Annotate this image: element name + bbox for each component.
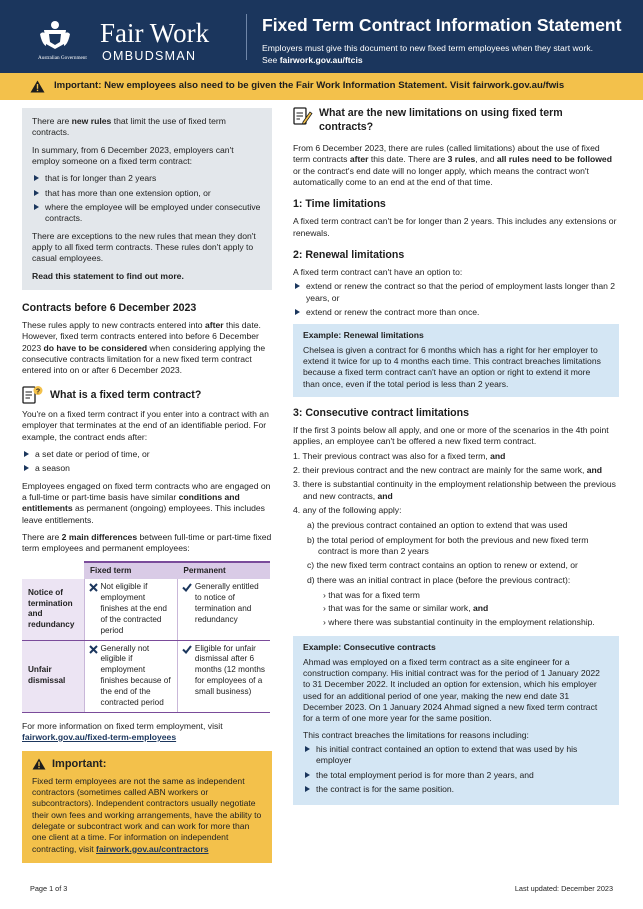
list-item: a season xyxy=(22,463,272,474)
what-p2-c: as permanent (ongoing) employees. This includes leave entitlements. xyxy=(22,503,265,525)
what-p1: You're on a fixed term contract if you enter into a contract with an employer that terminates at the end of an identifiable period. For example, the contract ends after: xyxy=(22,408,269,442)
gt-marker: › xyxy=(323,603,326,614)
gt-marker: › xyxy=(323,616,326,627)
important-body: Fixed term employees are not the same as independent contractors (sometimes called ABN workers or subcontractors). Independent contractors usually negotiate their own fees and working arrangements, have the ability to delegate or subcontract work and can work for more than one client at a time. For information on independent contracting, visit xyxy=(32,775,262,854)
consec-example-heading: Example: Consecutive contracts xyxy=(303,642,436,653)
before-t1: These rules apply to new contracts entered into xyxy=(22,320,205,331)
table-row xyxy=(22,579,270,640)
time-heading: 1: Time limitations xyxy=(293,198,386,211)
consec-intro: If the first 3 points below all apply, and one or more of the scenarios in the 4th point applies, an employee can't be offered a new fixed term contract. xyxy=(293,425,609,447)
what-heading: What is a fixed term contract? xyxy=(50,388,202,401)
list-item xyxy=(293,451,619,462)
item-text: that was for the same or similar work, xyxy=(328,603,473,614)
list-item: a set date or period of time, or xyxy=(22,449,272,460)
contractors-link[interactable]: fairwork.gov.au/contractors xyxy=(96,843,209,854)
before-t3: this date. However, fixed term contracts entered into before 6 December 2023 xyxy=(22,320,261,353)
what-heading-row xyxy=(22,385,272,405)
header xyxy=(0,0,643,73)
item-text: the total period of employment for both the previous and new fixed term contract is more than 2 years xyxy=(317,534,589,557)
check-icon xyxy=(182,583,192,592)
list-item: extend or renew the contract more than once. xyxy=(293,307,619,318)
important-box xyxy=(22,751,272,863)
last-updated: Last updated: December 2023 xyxy=(514,884,613,893)
fair-work-logo[interactable] xyxy=(38,18,238,64)
list-item xyxy=(307,560,619,571)
header-divider xyxy=(246,14,247,60)
doc-subtitle xyxy=(262,42,632,66)
fixed-cell-text: Not eligible if employment finishes at the end of the contracted period xyxy=(100,582,167,635)
renewal-heading: 2: Renewal limitations xyxy=(293,248,405,261)
renewal-example-text: Chelsea is given a contract for 6 months which has a right for her employer to extend it twice for up to 4 months each time. This contract breaches limitations because a fixed term contract can't have an option or right to extend it more than once, even if the total period is less than 2 years. xyxy=(303,344,601,389)
item-letter: b) xyxy=(307,534,315,545)
limits-t6: all rules need to be followed xyxy=(496,154,612,165)
important-banner xyxy=(0,73,643,100)
list-item: that has more than one extension option, or xyxy=(32,188,262,199)
check-icon xyxy=(182,645,192,654)
fixed-cell xyxy=(84,640,177,712)
what-p3-c: between full-time or part-time fixed term employees and permanent employees: xyxy=(22,531,272,554)
list-item: the contract is for the same position. xyxy=(303,784,609,795)
item-bold: and xyxy=(586,465,603,476)
cross-icon xyxy=(89,645,98,654)
list-item xyxy=(307,575,619,586)
gov-label: Australian Government xyxy=(38,55,87,61)
doc-title: Fixed Term Contract Information Statement xyxy=(262,15,622,35)
summary-intro-a: There are xyxy=(32,116,72,126)
doc-sub-text: Employers must give this document to new fixed term employees when they start work. xyxy=(262,43,593,53)
perm-cell xyxy=(177,640,270,712)
warning-icon xyxy=(30,80,45,93)
renewal-example-box xyxy=(293,324,619,397)
item-num: 4. xyxy=(293,505,301,516)
list-item: the total employment period is for more than 2 years, and xyxy=(303,770,609,781)
what-p2-a: Employees engaged on fixed term contracts who are engaged on a full-time or part-time basis have similar xyxy=(22,480,271,502)
left-column xyxy=(22,108,272,863)
fixed-term-link[interactable]: fairwork.gov.au/fixed-term-employees xyxy=(22,731,177,742)
important-heading: Important: xyxy=(52,758,107,771)
item-text: that was for a fixed term xyxy=(328,590,420,601)
time-text: A fixed term contract can't be for longer than 2 years. This includes any extensions or renewals. xyxy=(293,216,617,238)
table-row xyxy=(22,640,270,712)
consec-example-p2: This contract breaches the limitations for reasons including: xyxy=(303,729,529,740)
what-p3 xyxy=(22,532,272,555)
comparison-table xyxy=(22,561,270,713)
limits-heading: What are the new limitations on using fixed term contracts? xyxy=(318,107,563,133)
consec-list xyxy=(293,451,619,517)
ftcis-link[interactable]: fairwork.gov.au/ftcis xyxy=(279,55,363,66)
summary-intro-bold: new rules xyxy=(71,116,112,126)
item-text: there was an initial contract in place (before the previous contract): xyxy=(317,574,571,585)
list-item xyxy=(293,479,619,502)
renewal-list xyxy=(293,281,619,318)
consec-example-list xyxy=(303,744,609,795)
what-list xyxy=(22,449,272,475)
consec-subsublist xyxy=(323,590,619,628)
item-bold: and xyxy=(377,490,393,501)
list-item: his initial contract contained an option to extend that was used by his employer xyxy=(303,744,609,767)
doc-sub-see: See xyxy=(262,55,280,66)
banner-text[interactable]: Important: New employees also need to be given the Fair Work Information Statement. Visit fairwork.gov.au/fwis xyxy=(54,80,565,92)
row-label: Notice of termination and redundancy xyxy=(22,579,84,640)
list-item xyxy=(323,603,619,614)
right-column xyxy=(293,106,619,813)
consec-example-box xyxy=(293,636,619,805)
limits-t1: From 6 December 2023, there are rules (called limitations) about the use of fixed term contracts xyxy=(293,142,600,165)
important-heading-row xyxy=(32,757,262,772)
perm-cell-text: Generally entitled to notice of termination and redundancy xyxy=(194,582,259,624)
item-text: there is substantial continuity in the employment relationship between the previous and new contracts, xyxy=(302,479,616,501)
item-text: any of the following apply: xyxy=(302,505,402,516)
item-text: their previous contract and the new contract are mainly for the same work, xyxy=(302,465,587,476)
limits-t2: after xyxy=(349,154,369,165)
col-permanent: Permanent xyxy=(177,562,270,580)
cross-icon xyxy=(89,583,98,592)
item-num: 3. xyxy=(293,479,301,490)
summary-p3: There are exceptions to the new rules that mean they don't apply to all fixed term contracts. These rules don't apply to casual employees. xyxy=(32,230,256,264)
list-item xyxy=(307,535,619,558)
svg-text:?: ? xyxy=(35,388,41,396)
renewal-example-heading: Example: Renewal limitations xyxy=(303,330,424,341)
limits-t4: 3 rules xyxy=(447,154,476,165)
perm-cell xyxy=(177,579,270,640)
summary-p4: Read this statement to find out more. xyxy=(32,270,184,281)
summary-box xyxy=(22,108,272,290)
what-p2 xyxy=(22,481,272,526)
fixed-cell-text: Generally not eligible if employment finishes because of the end of the contracted period xyxy=(100,643,171,707)
consec-heading: 3: Consecutive contract limitations xyxy=(293,407,470,420)
list-item: that is for longer than 2 years xyxy=(32,173,262,184)
col-fixed-term: Fixed term xyxy=(84,562,177,580)
list-item xyxy=(323,617,619,628)
limits-t3: this date. There are xyxy=(368,154,448,165)
list-item xyxy=(307,520,619,531)
item-bold: and xyxy=(490,450,506,461)
before-text xyxy=(22,320,272,377)
consec-example-p1: Ahmad was employed on a fixed term contract as a site engineer for a construction company. His initial contract was for the period of 1 January 2022 to 31 December 2022. It included an option for extension, which his employer used for an additional period of one year, making the new end date 31 December 2023. On 1 January 2024 Ahmad signed a new fixed term contract for a term of one more year for the same position. xyxy=(303,656,600,724)
table-header-row xyxy=(22,562,270,580)
list-item xyxy=(323,590,619,601)
more-info xyxy=(22,721,272,744)
limits-heading-row xyxy=(293,106,619,139)
what-p3-a: There are xyxy=(22,531,62,542)
important-text xyxy=(32,776,262,855)
org-name: Fair Work xyxy=(100,18,210,48)
warning-icon xyxy=(32,758,46,770)
item-letter: c) xyxy=(307,560,315,571)
item-text: the previous contract contained an option to extend that was used xyxy=(317,520,568,531)
gt-marker: › xyxy=(323,590,326,601)
summary-intro xyxy=(32,116,262,139)
table-corner xyxy=(22,562,84,580)
perm-cell-text: Eligible for unfair dismissal after 6 months (12 months for employees of a small business) xyxy=(194,643,265,696)
list-item xyxy=(293,465,619,476)
row-label: Unfair dismissal xyxy=(22,640,84,712)
before-t4: do have to be considered xyxy=(43,342,148,353)
summary-intro-c: that limit the use of fixed term contracts. xyxy=(32,116,226,138)
limits-text xyxy=(293,143,619,188)
more-info-text: For more information on fixed term employment, visit xyxy=(22,720,223,731)
question-document-icon xyxy=(22,385,44,405)
item-num: 1. xyxy=(293,450,301,461)
before-t5: when considering applying the consecutive contracts limitation for a new fixed term contract entered into on or after 6 December 2023. xyxy=(22,342,266,376)
before-heading: Contracts before 6 December 2023 xyxy=(22,302,197,315)
org-sub: OMBUDSMAN xyxy=(102,49,197,63)
what-p2-b: conditions and entitlements xyxy=(22,491,240,514)
consec-sublist xyxy=(307,520,619,586)
item-text: where there was substantial continuity in the employment relationship. xyxy=(328,616,595,627)
limits-t7: or the contract's end date will no longer apply, which means the contract won't automatically come to an end at the end of that time. xyxy=(293,165,589,187)
renewal-intro: A fixed term contract can't have an option to: xyxy=(293,266,463,277)
list-item xyxy=(293,505,619,516)
list-item: extend or renew the contract so that the period of employment lasts longer than 2 years, or xyxy=(293,281,619,304)
list-item: where the employee will be employed under consecutive contracts. xyxy=(32,202,262,225)
page-number: Page 1 of 3 xyxy=(30,884,68,893)
item-letter: a) xyxy=(307,520,315,531)
summary-p2: In summary, from 6 December 2023, employers can't employ someone on a fixed term contract: xyxy=(32,144,234,167)
item-bold: and xyxy=(472,603,489,614)
item-text: the new fixed term contract contains an option to renew or extend, or xyxy=(316,560,578,571)
coat-of-arms-icon xyxy=(38,18,72,52)
fixed-cell xyxy=(84,579,177,640)
item-num: 2. xyxy=(293,465,301,476)
summary-list xyxy=(32,173,262,224)
what-p3-b: 2 main differences xyxy=(61,531,138,542)
before-t2: after xyxy=(204,320,224,331)
limits-t5: , and xyxy=(475,154,497,165)
item-text: Their previous contract was also for a fixed term, xyxy=(302,450,491,461)
edit-document-icon xyxy=(293,106,313,126)
item-letter: d) xyxy=(307,574,315,585)
